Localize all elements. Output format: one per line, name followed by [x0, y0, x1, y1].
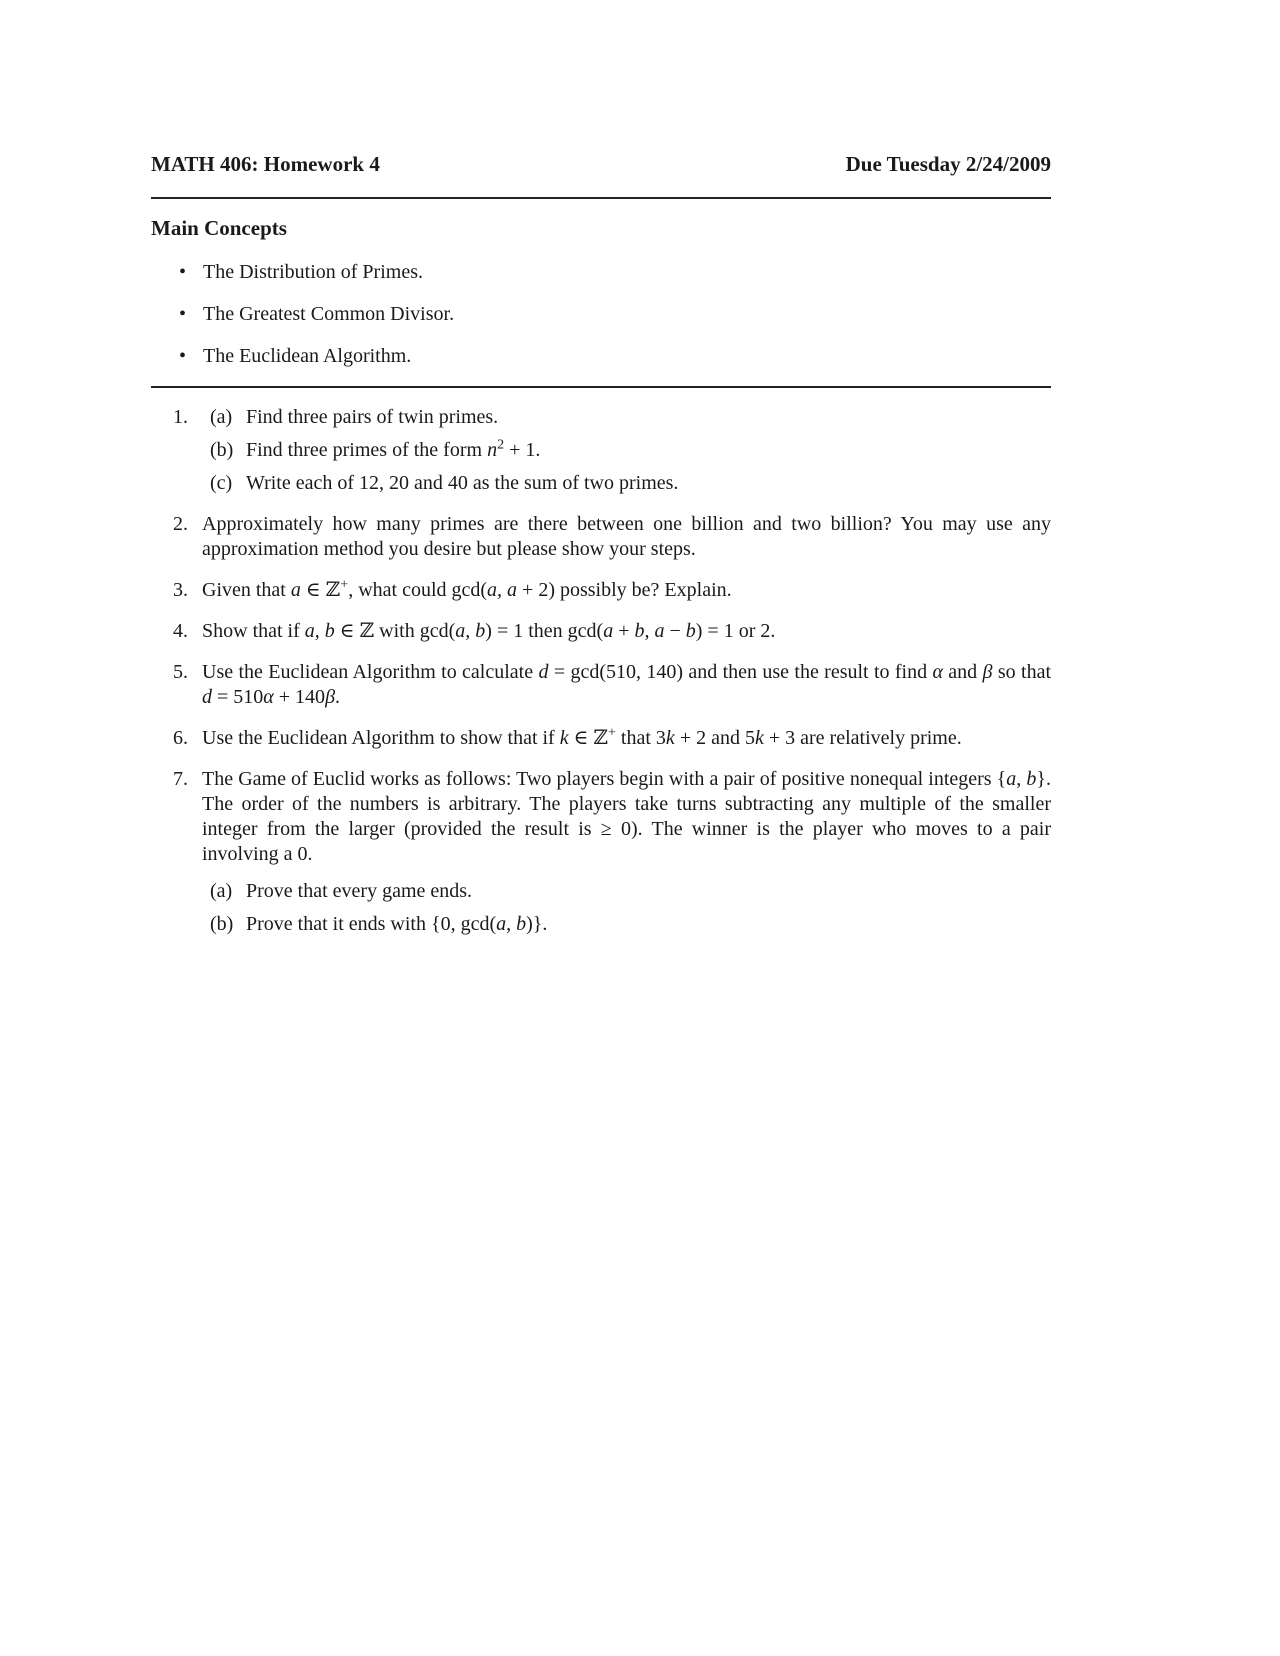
- math-var: a: [654, 620, 665, 642]
- problem-text: .: [335, 686, 341, 708]
- problem-text: Use the Euclidean Algorithm to show that if: [202, 727, 560, 749]
- problem-1: [173, 405, 1051, 496]
- subpart-text: Prove that every game ends.: [246, 880, 473, 902]
- concept-text: The Greatest Common Divisor.: [203, 303, 455, 325]
- math-set: ∈ ℤ: [300, 579, 341, 601]
- math-var: b: [685, 620, 696, 642]
- math-var: d: [202, 686, 212, 708]
- concept-text: The Euclidean Algorithm.: [203, 345, 412, 367]
- problem-text: and: [942, 661, 983, 683]
- problem-text: Given that: [202, 579, 291, 601]
- problem-number: 5.: [173, 661, 188, 683]
- math-var: a, b: [496, 913, 527, 935]
- problem-number: 1.: [173, 406, 188, 428]
- concept-item: [179, 344, 454, 386]
- header-divider: [151, 197, 1051, 199]
- math-var: β: [982, 661, 993, 683]
- problem-text: + 140: [273, 686, 326, 708]
- math-set: ∈ ℤ: [568, 727, 609, 749]
- bullet-icon: •: [179, 303, 187, 325]
- problem-list: [173, 405, 1051, 953]
- concepts-list: [179, 260, 454, 386]
- math-var: a, a: [487, 579, 518, 601]
- subpart-text: + 1.: [504, 439, 541, 461]
- subpart-a: [210, 879, 1051, 904]
- problem-3: [173, 578, 1051, 603]
- problem-text: ) = 1 then gcd(: [485, 620, 604, 642]
- problem-number: 2.: [173, 513, 188, 535]
- problem-text: ) = 1 or 2.: [695, 620, 776, 642]
- bullet-icon: •: [179, 345, 187, 367]
- problem-text: = 510: [212, 686, 264, 708]
- math-op: +: [613, 620, 635, 642]
- math-var: α: [263, 686, 274, 708]
- math-var: a, b: [1006, 768, 1037, 790]
- problem-2: [173, 512, 1051, 562]
- course-title: MATH 406: Homework 4: [151, 152, 380, 176]
- problem-7: [173, 767, 1051, 937]
- problem-text: }. The order of the numbers is arbitrary. The players take turns subtracting any multiple of the smaller integer from the larger (provided the result is ≥ 0). The winner is the player who moves to a pair involving a 0.: [202, 768, 1052, 865]
- problem-number: 7.: [173, 768, 188, 790]
- subpart-text: Write each of 12, 20 and 40 as the sum of two primes.: [246, 472, 679, 494]
- math-var: n: [487, 439, 498, 461]
- math-var: β: [325, 686, 336, 708]
- math-exponent: 2: [497, 437, 505, 453]
- problem-4: [173, 619, 1051, 644]
- math-var: k: [754, 727, 764, 749]
- homework-page: [151, 0, 1051, 1656]
- math-var: b: [634, 620, 645, 642]
- problem-text: + 2 and 5: [674, 727, 755, 749]
- main-concepts-title: Main Concepts: [151, 216, 287, 240]
- subpart-b: [210, 438, 1051, 463]
- math-superscript: +: [608, 725, 616, 741]
- subpart-a: [210, 405, 1051, 430]
- math-var: a: [290, 579, 301, 601]
- problem-number: 3.: [173, 579, 188, 601]
- concepts-divider: [151, 386, 1051, 388]
- problem-text: ∈ ℤ with gcd(: [334, 620, 456, 642]
- math-superscript: +: [340, 577, 349, 593]
- problem-6: [173, 726, 1051, 751]
- math-var: k: [559, 727, 569, 749]
- header: [151, 152, 1051, 180]
- math-op: −: [664, 620, 686, 642]
- problem-text: + 2) possibly be? Explain.: [517, 579, 732, 601]
- subparts: [210, 879, 1051, 937]
- problem-5: [173, 660, 1051, 710]
- math-var: a: [603, 620, 614, 642]
- subpart-text: )}.: [526, 913, 548, 935]
- problem-text: Show that if: [202, 620, 305, 642]
- math-var: a, b: [304, 620, 335, 642]
- problem-text: = gcd(510, 140) and then use the result to find: [548, 661, 933, 683]
- subpart-text: Find three pairs of twin primes.: [246, 406, 499, 428]
- subpart-label: (a): [210, 406, 233, 428]
- math-var: k: [665, 727, 675, 749]
- subpart-label: (c): [210, 472, 233, 494]
- math-var: a, b: [455, 620, 486, 642]
- subpart-label: (b): [210, 439, 234, 461]
- bullet-icon: •: [179, 261, 187, 283]
- subpart-c: [210, 471, 1051, 496]
- problem-text: The Game of Euclid works as follows: Two players begin with a pair of positive nonequal integers {: [202, 768, 1007, 790]
- math-var: d: [538, 661, 549, 683]
- math-var: α: [932, 661, 943, 683]
- due-date: Due Tuesday 2/24/2009: [845, 152, 1051, 176]
- problem-number: 6.: [173, 727, 188, 749]
- problem-text: , what could gcd(: [348, 579, 488, 601]
- subparts: [210, 405, 1051, 496]
- problem-number: 4.: [173, 620, 188, 642]
- problem-text: Approximately how many primes are there between one billion and two billion? You may use any approximation method you desire but please show your steps.: [202, 513, 1051, 560]
- math-op: ,: [644, 620, 655, 642]
- problem-text: Use the Euclidean Algorithm to calculate: [202, 661, 539, 683]
- concept-item: [179, 260, 454, 302]
- problem-text: + 3 are relatively prime.: [763, 727, 962, 749]
- subpart-text: Find three primes of the form: [246, 439, 488, 461]
- subpart-label: (a): [210, 880, 233, 902]
- problem-text: so that: [992, 661, 1051, 683]
- subpart-b: [210, 912, 1051, 937]
- concept-text: The Distribution of Primes.: [203, 261, 423, 283]
- subpart-text: Prove that it ends with {0, gcd(: [246, 913, 497, 935]
- concept-item: [179, 302, 454, 344]
- subpart-label: (b): [210, 913, 234, 935]
- problem-text: that 3: [615, 727, 666, 749]
